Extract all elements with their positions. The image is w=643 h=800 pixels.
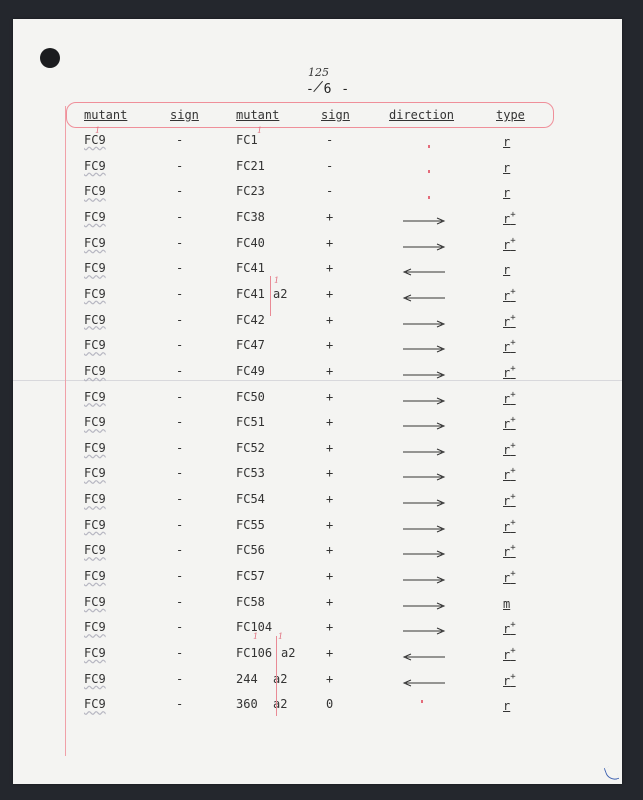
mutant-cell: FC9 <box>84 184 106 199</box>
header-direction: direction <box>389 108 455 122</box>
type-letter: m <box>503 596 511 611</box>
type-cell <box>503 620 516 636</box>
direction-arrow-icon <box>402 523 444 533</box>
sign-2-cell: + <box>326 312 334 327</box>
mutant-cell: FC9 <box>84 133 106 147</box>
type-superscript: + <box>510 209 516 220</box>
type-superscript: + <box>510 492 516 503</box>
sign-cell: - <box>176 389 184 404</box>
type-cell <box>503 466 516 482</box>
sign-2-cell: + <box>326 569 334 584</box>
type-cell <box>503 441 516 457</box>
sign-cell: - <box>176 286 184 301</box>
sign-cell: - <box>176 543 184 558</box>
sign-cell: - <box>176 415 184 430</box>
direction-arrow-icon <box>402 471 444 481</box>
table-row <box>0 569 643 591</box>
type-letter: r <box>503 571 511 586</box>
type-letter: r <box>503 673 511 688</box>
type-superscript: + <box>510 646 516 656</box>
sign-2-cell: + <box>326 594 334 609</box>
mutant-cell: FC9 <box>84 158 106 173</box>
mutant-2-cell: FC38 <box>236 209 265 224</box>
direction-arrow-icon <box>402 446 444 456</box>
type-cell <box>503 595 510 611</box>
sign-2-cell: - <box>326 133 334 147</box>
header-mutant-2: mutant <box>236 108 280 122</box>
direction-arrow-icon <box>402 420 444 430</box>
type-cell <box>503 492 516 508</box>
type-cell <box>503 313 516 329</box>
type-cell <box>503 415 516 431</box>
mutant-cell: FC9 <box>84 415 106 430</box>
type-letter: r <box>503 442 511 457</box>
type-cell <box>503 159 510 175</box>
mutant-cell: FC9 <box>84 286 106 301</box>
mutant-cell: FC9 <box>84 646 106 660</box>
type-cell <box>503 364 516 380</box>
type-cell <box>503 210 516 226</box>
mutant-2-cell: FC56 <box>236 543 265 558</box>
sign-2-cell: + <box>326 286 334 301</box>
mutant-cell: FC9 <box>84 492 106 507</box>
mutant-2-cell: FC23 <box>236 184 265 199</box>
direction-arrow-icon <box>402 600 444 610</box>
red-dot <box>421 700 423 703</box>
type-letter: r <box>503 468 511 483</box>
type-letter: r <box>503 186 511 201</box>
direction-cell <box>402 702 444 712</box>
direction-arrow-icon <box>402 215 444 225</box>
sign-2-cell: + <box>326 415 334 430</box>
direction-arrow-icon <box>402 548 444 558</box>
page-number-handwritten: 125 <box>308 66 329 79</box>
sign-2-cell: + <box>326 440 334 455</box>
type-letter: r <box>503 211 511 226</box>
mutant-2-cell: FC21 <box>236 158 265 173</box>
type-cell <box>503 338 516 354</box>
direction-arrow-icon <box>402 651 444 661</box>
type-letter: r <box>503 545 511 560</box>
mutant-2-cell: FC57 <box>236 569 265 584</box>
type-superscript: + <box>510 620 516 631</box>
mutant-2-cell: FC52 <box>236 440 265 455</box>
type-superscript: + <box>510 235 516 246</box>
mutant-2-cell: FC40 <box>236 235 265 250</box>
mutant-cell: FC9 <box>84 697 106 712</box>
type-superscript: + <box>510 286 516 297</box>
table-row <box>0 672 643 694</box>
sign-2-cell: + <box>326 466 334 481</box>
table-row <box>0 466 643 488</box>
sign-2-cell: + <box>326 389 334 404</box>
header-sign-2: sign <box>321 108 350 122</box>
direction-cell <box>402 138 444 148</box>
direction-arrow-icon <box>402 625 444 635</box>
sign-2-cell: + <box>326 543 334 558</box>
mutant-cell: FC9 <box>84 235 106 250</box>
type-cell <box>503 543 516 559</box>
type-letter: r <box>503 417 511 432</box>
sign-2-cell: + <box>326 338 334 353</box>
type-superscript: + <box>510 569 516 580</box>
header-sign: sign <box>170 108 199 122</box>
table-row <box>0 184 643 206</box>
table-row <box>0 697 643 719</box>
sign-cell: - <box>176 671 184 686</box>
mutant-2-cell: FC1 <box>236 133 258 147</box>
mutant-2-cell: FC42 <box>236 312 265 327</box>
type-superscript: + <box>510 517 516 528</box>
table-row <box>0 364 643 386</box>
sign-cell: - <box>176 492 184 507</box>
direction-arrow-icon <box>402 497 444 507</box>
annotation-bar <box>276 636 277 716</box>
sign-cell: - <box>176 466 184 481</box>
mutant-2-cell: 360 <box>236 697 258 712</box>
handwritten-mark: 1 <box>253 632 259 641</box>
annotation-bar <box>270 276 271 316</box>
sign-2-cell: - <box>326 184 334 199</box>
page-number <box>0 64 643 100</box>
mutant-2-cell: 244 <box>236 671 258 686</box>
type-cell <box>503 569 516 585</box>
type-letter: r <box>503 160 511 175</box>
sign-2-cell: + <box>326 671 334 686</box>
table-row <box>0 390 643 412</box>
page-number-typed: - 6 - <box>306 82 351 97</box>
table-row <box>0 492 643 514</box>
mutant-cell: FC9 <box>84 466 106 481</box>
mutant-cell: FC9 <box>84 440 106 455</box>
mutant-2-cell: FC106 <box>236 646 273 660</box>
header-mutant: mutant <box>84 108 128 122</box>
type-superscript: + <box>510 543 516 554</box>
type-letter: r <box>503 699 511 714</box>
direction-arrow-icon <box>402 318 444 328</box>
mutant-cell: FC9 <box>84 671 106 686</box>
mutant-2-cell: FC41 <box>236 286 265 301</box>
allele-cell: a2 <box>273 697 288 712</box>
type-cell <box>503 261 510 277</box>
direction-arrow-icon <box>402 395 444 405</box>
mutant-2-cell: FC104 <box>236 620 273 635</box>
mutant-cell: FC9 <box>84 594 106 609</box>
direction-arrow-icon <box>402 369 444 379</box>
mutant-cell: FC9 <box>84 261 106 276</box>
sign-cell: - <box>176 517 184 532</box>
handwritten-mark: 1 <box>274 276 280 285</box>
type-cell <box>503 287 516 303</box>
mutant-cell: FC9 <box>84 569 106 584</box>
table-row <box>0 595 643 617</box>
table-row <box>0 313 643 335</box>
mutant-2-cell: FC49 <box>236 363 265 378</box>
table-row <box>0 441 643 463</box>
type-letter: r <box>503 135 511 149</box>
sign-cell: - <box>176 338 184 353</box>
mutant-cell: FC9 <box>84 543 106 558</box>
mutant-2-cell: FC41 <box>236 261 265 276</box>
sign-2-cell: + <box>326 620 334 635</box>
table-row <box>0 415 643 437</box>
sign-cell: - <box>176 569 184 584</box>
direction-arrow-icon <box>402 574 444 584</box>
sign-cell: - <box>176 646 184 660</box>
sign-2-cell: + <box>326 492 334 507</box>
sign-cell: - <box>176 363 184 378</box>
sign-cell: - <box>176 133 184 147</box>
sign-cell: - <box>176 235 184 250</box>
table-row <box>0 133 643 155</box>
table-row <box>0 159 643 181</box>
direction-arrow-icon <box>402 343 444 353</box>
handwritten-mark: 1 <box>257 126 263 135</box>
type-letter: r <box>503 622 511 637</box>
mutant-2-cell: FC50 <box>236 389 265 404</box>
sign-2-cell: - <box>326 158 334 173</box>
allele-cell: a2 <box>281 646 296 660</box>
mutant-cell: FC9 <box>84 312 106 327</box>
type-cell <box>503 646 516 662</box>
mutant-cell: FC9 <box>84 209 106 224</box>
type-superscript: + <box>510 363 516 374</box>
sign-2-cell: + <box>326 261 334 276</box>
mutant-2-cell: FC54 <box>236 492 265 507</box>
type-letter: r <box>503 340 511 355</box>
mutant-2-cell: FC58 <box>236 594 265 609</box>
type-cell <box>503 390 516 406</box>
red-dot <box>428 145 430 148</box>
direction-arrow-icon <box>402 677 444 687</box>
sign-cell: - <box>176 312 184 327</box>
direction-cell <box>402 189 444 199</box>
sign-2-cell: 0 <box>326 697 334 712</box>
mutant-cell: FC9 <box>84 338 106 353</box>
direction-cell <box>402 164 444 174</box>
mutant-cell: FC9 <box>84 389 106 404</box>
type-cell <box>503 236 516 252</box>
sign-cell: - <box>176 209 184 224</box>
handwritten-mark: 1 <box>95 126 101 135</box>
allele-cell: a2 <box>273 286 288 301</box>
table-row <box>0 620 643 642</box>
direction-arrow-icon <box>402 266 444 276</box>
sign-cell: - <box>176 184 184 199</box>
type-letter: r <box>503 494 511 509</box>
table-row <box>0 646 643 668</box>
table-row <box>0 287 643 309</box>
sign-cell: - <box>176 620 184 635</box>
table-row <box>0 236 643 258</box>
type-superscript: + <box>510 338 516 349</box>
sign-cell: - <box>176 594 184 609</box>
type-cell <box>503 697 510 713</box>
mutant-2-cell: FC51 <box>236 415 265 430</box>
type-superscript: + <box>510 466 516 477</box>
type-superscript: + <box>510 440 516 451</box>
sign-2-cell: + <box>326 517 334 532</box>
header-circle-annotation <box>66 102 554 128</box>
sign-cell: - <box>176 697 184 712</box>
sign-2-cell: + <box>326 363 334 378</box>
type-cell <box>503 184 510 200</box>
direction-arrow-icon <box>402 292 444 302</box>
sign-2-cell: + <box>326 235 334 250</box>
type-cell <box>503 672 516 688</box>
mutant-2-cell: FC47 <box>236 338 265 353</box>
table-row <box>0 261 643 283</box>
type-superscript: + <box>510 415 516 426</box>
type-letter: r <box>503 648 511 662</box>
red-dot <box>428 170 430 173</box>
mutant-cell: FC9 <box>84 620 106 635</box>
sign-cell: - <box>176 440 184 455</box>
sign-cell: - <box>176 158 184 173</box>
handwritten-mark: 1 <box>278 632 284 641</box>
type-letter: r <box>503 263 511 278</box>
type-superscript: + <box>510 671 516 682</box>
mutant-cell: FC9 <box>84 363 106 378</box>
sign-2-cell: + <box>326 646 334 660</box>
type-superscript: + <box>510 312 516 323</box>
table-row <box>0 543 643 565</box>
mutant-cell: FC9 <box>84 517 106 532</box>
sign-2-cell: + <box>326 209 334 224</box>
sign-cell: - <box>176 261 184 276</box>
type-cell <box>503 518 516 534</box>
table-row <box>0 338 643 360</box>
red-dot <box>428 196 430 199</box>
type-letter: r <box>503 391 511 406</box>
type-letter: r <box>503 288 511 303</box>
allele-cell: a2 <box>273 671 288 686</box>
header-type: type <box>496 108 525 122</box>
type-letter: r <box>503 519 511 534</box>
direction-arrow-icon <box>402 241 444 251</box>
type-superscript: + <box>510 389 516 400</box>
table-row <box>0 210 643 232</box>
mutant-2-cell: FC53 <box>236 466 265 481</box>
type-letter: r <box>503 314 511 329</box>
type-letter: r <box>503 365 511 380</box>
mutant-2-cell: FC55 <box>236 517 265 532</box>
type-cell <box>503 133 510 149</box>
table-row <box>0 518 643 540</box>
type-letter: r <box>503 237 511 252</box>
